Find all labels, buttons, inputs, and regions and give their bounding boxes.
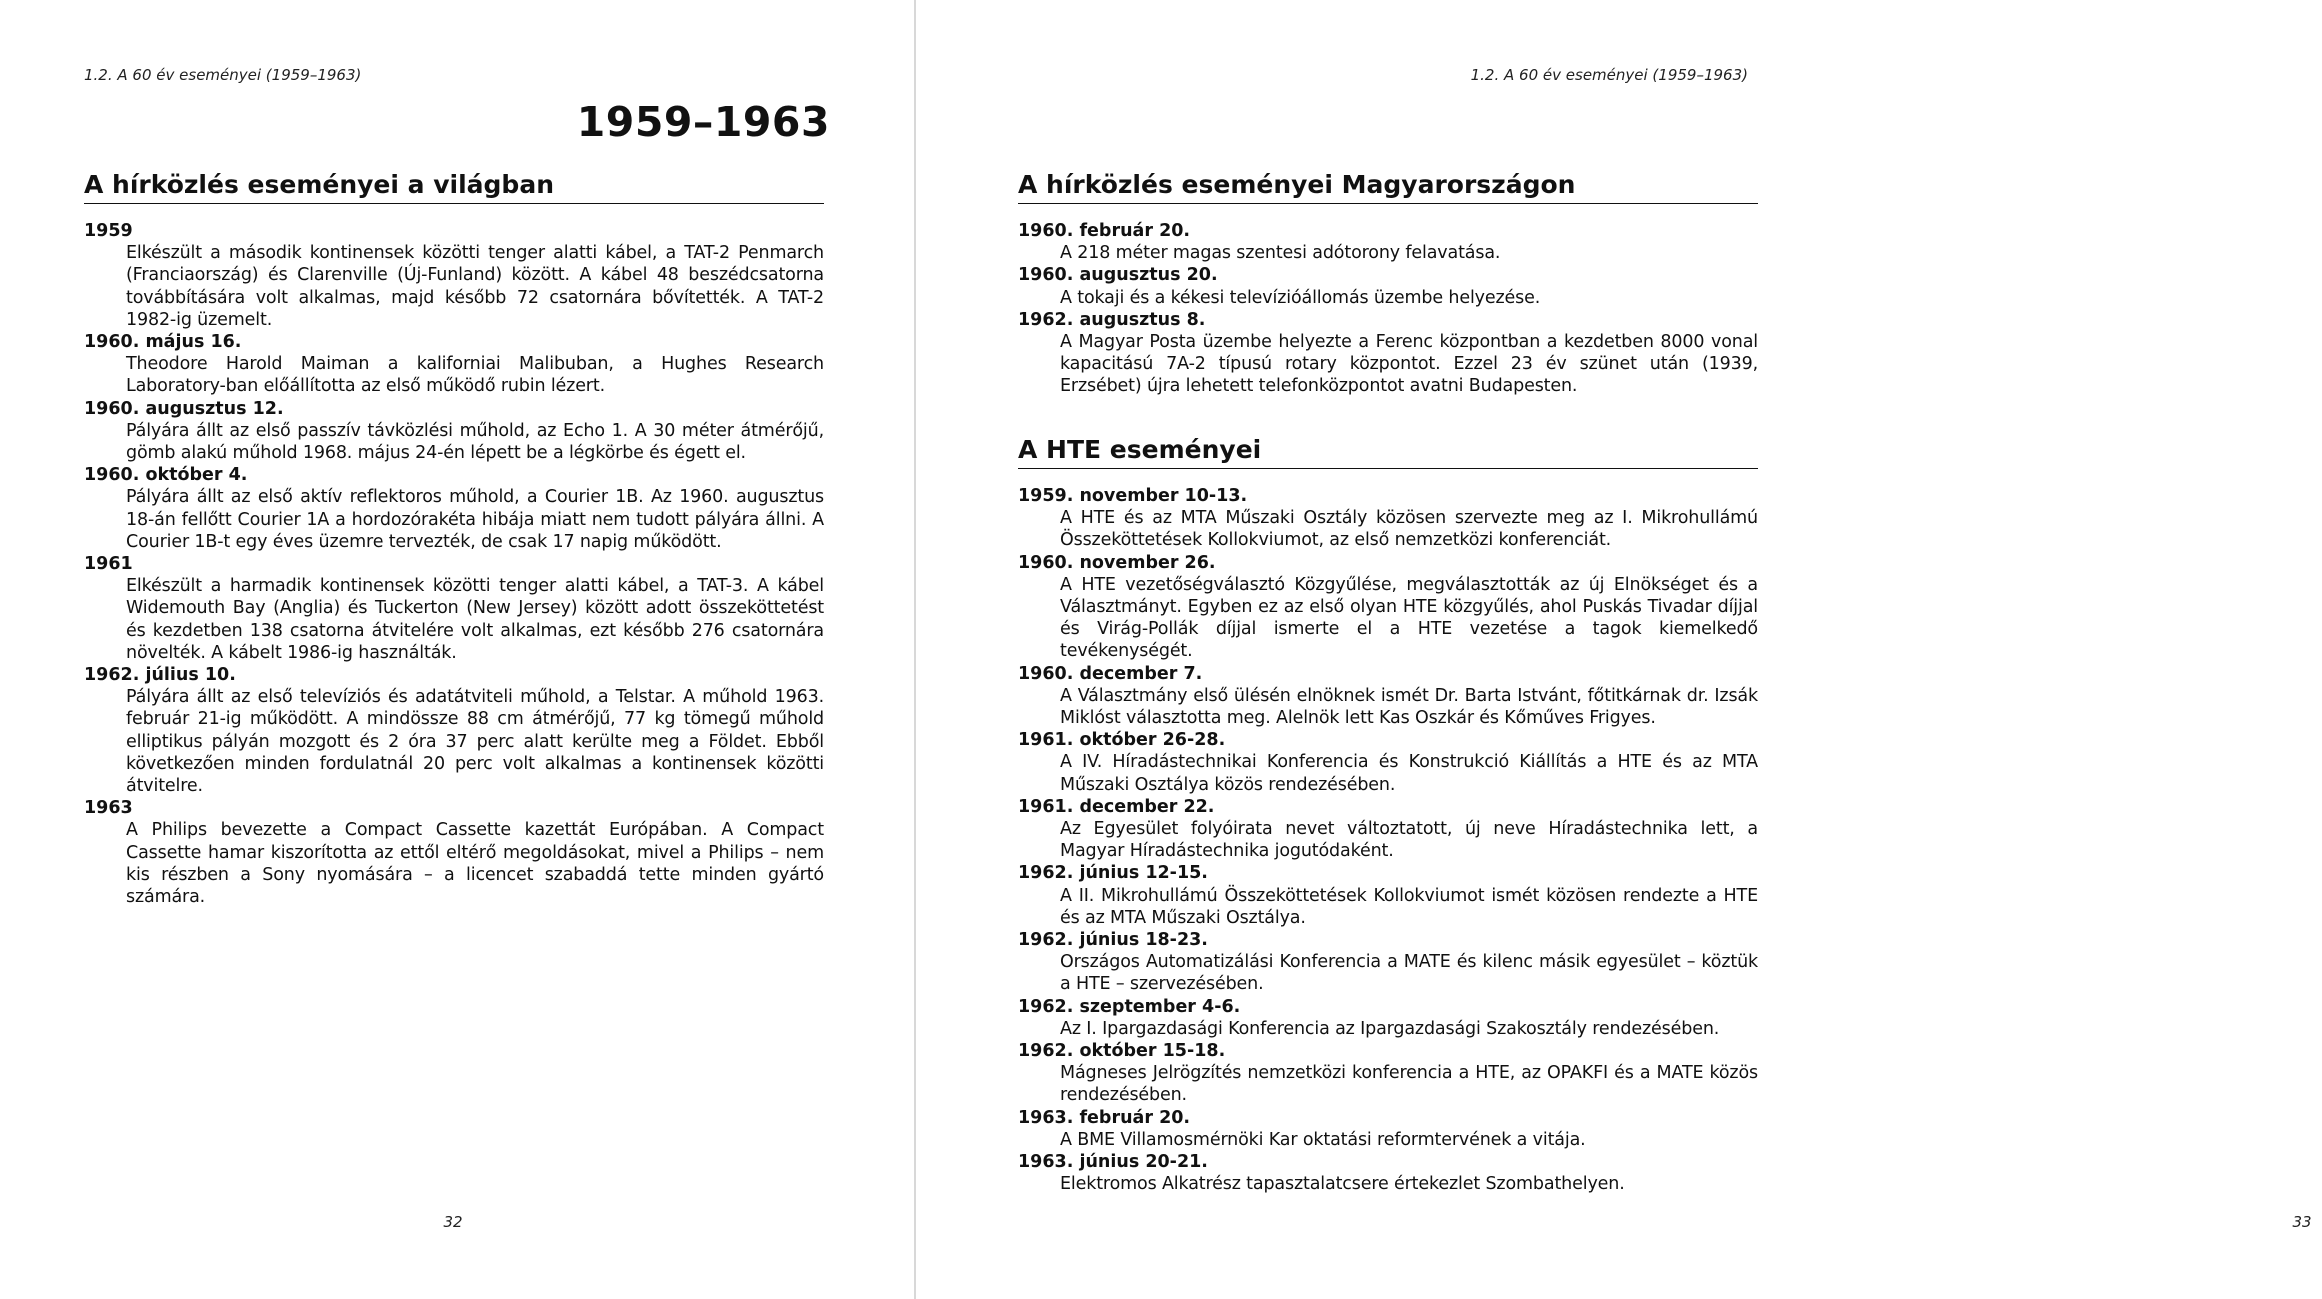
event-description: A 218 méter magas szentesi adótorony felavatása. [1060,243,1501,264]
section-title-world: A hírközlés eseményei a világban [84,170,824,204]
right-page [916,0,2312,1299]
event-date: 1960. augusztus 20. [1018,265,1218,286]
event-date: 1959. november 10-13. [1018,486,1248,506]
event-entry [1018,1040,1758,1107]
event-entry [1018,309,1758,398]
running-head: 1.2. A 60 év eseményei (1959–1963) [84,66,362,84]
event-entry [1018,1107,1758,1151]
event-date: 1963 [84,798,133,819]
event-date: 1961 [84,554,133,575]
event-description: A II. Mikrohullámú Összeköttetések Kollokviumot ismét közösen rendezte a HTE és az MTA Műszaki Osztálya. [1060,885,1758,928]
event-date: 1962. július 10. [84,665,236,686]
event-description: A IV. Híradástechnikai Konferencia és Konstrukció Kiállítás a HTE és az MTA Műszaki Osztálya közös rendezésében. [1060,752,1758,795]
event-date: 1959 [84,221,133,241]
event-date: 1963. június 20-21. [1018,1152,1208,1173]
event-entry [84,398,824,465]
event-date: 1961. december 22. [1018,796,1215,817]
event-description: Országos Automatizálási Konferencia a MATE és kilenc másik egyesület – köztük a HTE – szervezésében. [1060,952,1758,995]
event-description: Theodore Harold Maiman a kaliforniai Malibuban, a Hughes Research Laboratory-ban előállította az első működő rubin lézert. [126,354,824,397]
event-list-hte [1018,485,1758,1196]
event-description: A HTE és az MTA Műszaki Osztály közösen szervezte meg az I. Mikrohullámú Összeköttetések Kollokviumot, az első nemzetközi konferenciát. [1060,508,1758,551]
event-list-world [84,220,824,908]
event-entry [1018,485,1758,552]
event-description: Elkészült a második kontinensek közötti tenger alatti kábel, a TAT-2 Penmarch (Franciaország) és Clarenville (Új-Funland) között. A kábel 48 beszédcsatorna továbbítására volt alkalmas, majd később 72 csatornára bővítették. A TAT-2 1982-ig üzemelt. [126,243,824,330]
event-entry [1018,996,1758,1040]
event-date: 1961. október 26-28. [1018,730,1226,751]
event-date: 1960. november 26. [1018,552,1216,573]
event-entry [84,464,824,553]
left-page [0,0,916,1299]
event-entry [84,664,824,797]
event-description: Pályára állt az első passzív távközlési műhold, az Echo 1. A 30 méter átmérőjű, gömb alakú műhold 1968. május 24-én lépett be a légkörbe és égett el. [126,420,824,464]
event-date: 1962. augusztus 8. [1018,309,1206,330]
event-description: Elkészült a harmadik kontinensek közötti tenger alatti kábel, a TAT-3. A kábel Widemouth Bay (Anglia) és Tuckerton (New Jersey) között adott összeköttetést és kezdetben 138 csatorna átvitelére volt alkalmas, ezt később 276 csatornára növelték. A kábelt 1986-ig használták. [126,576,824,663]
event-description: Pályára állt az első televíziós és adatátviteli műhold, a Telstar. A műhold 1963. február 21-ig működött. A mindössze 88 cm átmérőjű, 77 kg tömegű műhold elliptikus pályán mozgott és 2 óra 37 perc alatt kerülte meg a Földet. Ebből következően minden fordulatnál 20 perc volt alkalmas a kontinensek közötti átvitelre. [126,687,824,797]
section-title-hte: A HTE eseményei [1018,435,1758,469]
event-date: 1960. október 4. [84,465,248,486]
event-entry [1018,220,1758,264]
running-head: 1.2. A 60 év eseményei (1959–1963) [1470,66,1748,84]
event-description: A BME Villamosmérnöki Kar oktatási reformtervének a vitája. [1060,1129,1586,1150]
event-entry [1018,552,1758,663]
event-description: Az Egyesület folyóirata nevet változtatott, új neve Híradástechnika lett, a Magyar Híradástechnika jogutódaként. [1060,819,1758,862]
event-description: A Magyar Posta üzembe helyezte a Ferenc központban a kezdetben 8000 vonal kapacitású 7A-2 típusú rotary központot. Ezzel 23 év szünet után (1939, Erzsébet) újra lehetett telefonközpontot avatni Budapesten. [1060,332,1758,397]
event-date: 1963. február 20. [1018,1107,1191,1128]
page-number: 32 [443,1213,463,1231]
event-description: A Választmány első ülésén elnöknek ismét Dr. Barta Istvánt, főtitkárnak dr. Izsák Miklóst választotta meg. Alelnök lett Kas Oszkár és Kőműves Frigyes. [1060,685,1758,729]
event-description: Az I. Ipargazdasági Konferencia az Ipargazdasági Szakosztály rendezésében. [1060,1018,1720,1039]
event-date: 1960. február 20. [1018,221,1191,241]
event-description: A Philips bevezette a Compact Cassette kazettát Európában. A Compact Cassette hamar kiszorította az ettől eltérő megoldásokat, mivel a Philips – nem kis részben a Sony nyomására – a licencet szabaddá tette minden gyártó számára. [126,820,824,908]
event-entry [1018,264,1758,308]
event-entry [1018,663,1758,730]
event-date: 1962. június 12-15. [1018,863,1208,884]
event-date: 1962. október 15-18. [1018,1041,1226,1062]
page-number: 33 [2292,1213,2312,1231]
event-date: 1962. szeptember 4-6. [1018,996,1241,1017]
chapter-title: 1959–1963 [576,98,830,146]
event-entry [1018,929,1758,996]
event-entry [1018,729,1758,796]
event-description: Elektromos Alkatrész tapasztalatcsere értekezlet Szombathelyen. [1060,1174,1625,1195]
event-entry [84,331,824,398]
event-description: A tokaji és a kékesi televízióállomás üzembe helyezése. [1060,287,1541,308]
event-description: Mágneses Jelrögzítés nemzetközi konferencia a HTE, az OPAKFI és a MATE közös rendezésében. [1060,1063,1758,1106]
event-date: 1960. december 7. [1018,663,1203,684]
event-entry [1018,796,1758,863]
event-date: 1960. augusztus 12. [84,398,284,419]
section-title-hungary: A hírközlés eseményei Magyarországon [1018,170,1758,204]
event-entry [1018,1151,1758,1195]
event-description: A HTE vezetőségválasztó Közgyűlése, megválasztották az új Elnökséget és a Választmányt. Egyben ez az első olyan HTE közgyűlés, ahol Puskás Tivadar díjjal és Virág-Pollák díjjal ismerte el a HTE vezetése a tagok kiemelkedő tevékenységét. [1060,574,1758,662]
event-entry [1018,862,1758,929]
event-entry [84,797,824,908]
event-date: 1960. május 16. [84,332,242,353]
event-entry [84,553,824,664]
event-description: Pályára állt az első aktív reflektoros műhold, a Courier 1B. Az 1960. augusztus 18-án fellőtt Courier 1A a hordozórakéta hibája miatt nem tudott pályára állni. A Courier 1B-t egy éves üzemre tervezték, de csak 17 napig működött. [126,487,824,552]
event-list-hungary [1018,220,1758,398]
event-date: 1962. június 18-23. [1018,930,1208,951]
event-entry [84,220,824,331]
